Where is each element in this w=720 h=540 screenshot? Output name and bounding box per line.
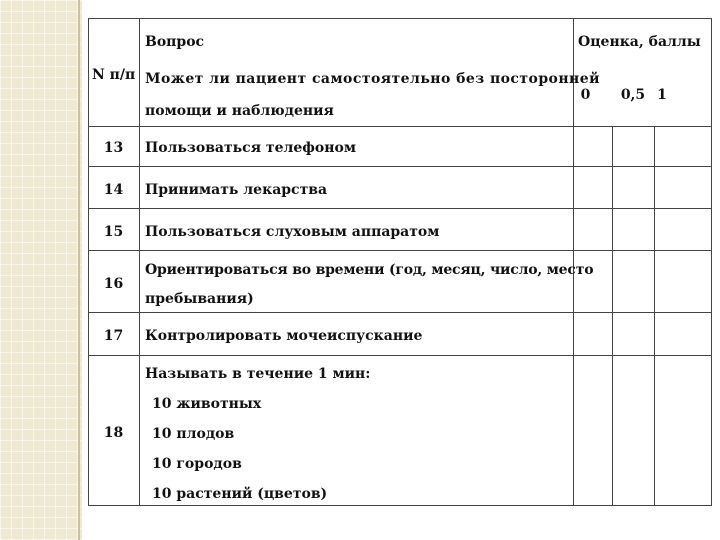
- row-14-text: Принимать лекарства: [145, 182, 328, 198]
- column-divider-score-05: [654, 126, 655, 506]
- table-border-top: [88, 18, 712, 19]
- row-14-number: 14: [103, 182, 124, 198]
- header-question: Вопрос: [145, 34, 205, 50]
- row-18-item-fruits: 10 плодов: [152, 426, 235, 442]
- row-17-text: Контролировать мочеиспускание: [145, 328, 423, 344]
- row-divider-16: [88, 312, 712, 313]
- row-divider-14: [88, 208, 712, 209]
- document-page: [82, 0, 720, 540]
- row-divider-17: [88, 355, 712, 356]
- header-score: Оценка, баллы: [578, 34, 701, 50]
- row-18-number: 18: [103, 425, 124, 441]
- side-strip-border: [78, 0, 80, 540]
- row-divider-header: [88, 126, 712, 127]
- row-divider-13: [88, 166, 712, 167]
- question-intro-line1: Может ли пациент самостоятельно без посторонней: [145, 71, 600, 87]
- question-intro-line2: помощи и наблюдения: [145, 103, 334, 119]
- column-divider-score-0: [612, 126, 613, 506]
- row-18-item-plants: 10 растений (цветов): [152, 486, 328, 502]
- table-border-bottom: [88, 505, 712, 506]
- row-16-number: 16: [103, 276, 124, 292]
- row-18-item-animals: 10 животных: [152, 396, 262, 412]
- score-value-0: 0: [580, 87, 591, 103]
- row-13-text: Пользоваться телефоном: [145, 140, 356, 156]
- row-15-text: Пользоваться слуховым аппаратом: [145, 224, 440, 240]
- row-15-number: 15: [103, 224, 124, 240]
- score-value-05: 0,5: [620, 87, 646, 103]
- header-number: N п/п: [92, 67, 136, 83]
- decorative-side-strip: [0, 0, 82, 540]
- row-18-text: Называть в течение 1 мин:: [145, 366, 371, 382]
- row-13-number: 13: [103, 140, 124, 156]
- row-divider-15: [88, 250, 712, 251]
- column-divider-number: [139, 18, 140, 506]
- row-17-number: 17: [103, 328, 124, 344]
- score-value-1: 1: [657, 87, 667, 103]
- row-18-item-cities: 10 городов: [152, 456, 242, 472]
- row-16-text: Ориентироваться во времени (год, месяц, число, место: [145, 262, 594, 278]
- table-border-right: [711, 18, 712, 506]
- row-16-text-continued: пребывания): [145, 291, 254, 307]
